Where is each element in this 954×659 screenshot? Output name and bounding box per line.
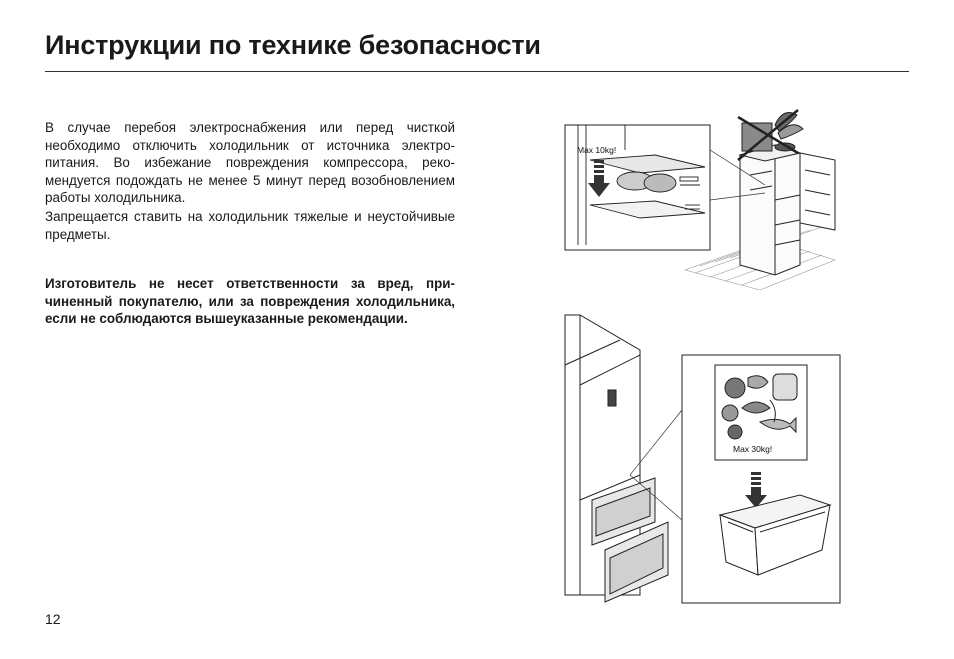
fridge-drawer-illustration	[560, 310, 845, 605]
page-number: 12	[45, 611, 61, 627]
title-divider	[45, 71, 909, 72]
max-10kg-label: Max 10kg!	[577, 145, 617, 155]
fridge-shelf-illustration	[560, 105, 840, 290]
page-title: Инструкции по технике безопасности	[45, 30, 541, 60]
paragraph-power-outage: В случае перебоя электроснабжения или перед чисткой необходимо отключить холодильник от источника электропитания. Во избежание повреждения компрессора, рекомендуется подождать не менее 5 минут перед возобновлением работы холодильника.	[45, 120, 455, 205]
liability-warning: Изготовитель не несет ответственности за вред, причиненный покупателю, или за повреждения холодильника, если не соблюдаются вышеуказанные рекомендации.	[45, 276, 455, 326]
paragraph-heavy-objects: Запрещается ставить на холодильник тяжелые и неустойчивые предметы.	[45, 209, 455, 242]
max-30kg-label: Max 30kg!	[733, 444, 773, 454]
